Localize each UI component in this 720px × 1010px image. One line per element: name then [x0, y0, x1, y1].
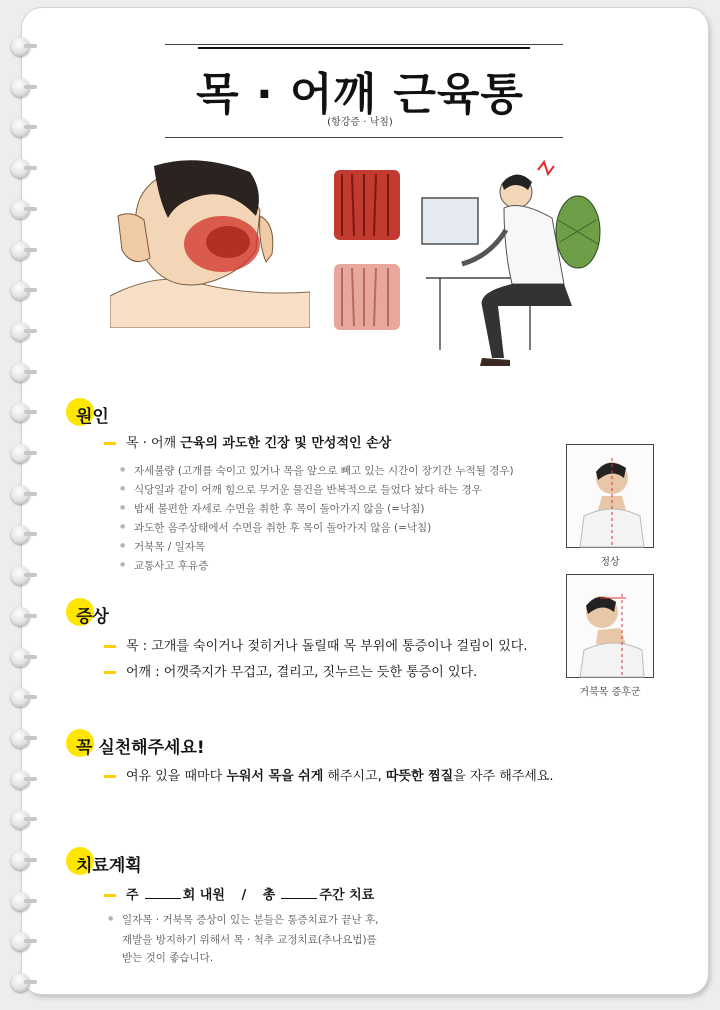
- dash-marker: [104, 442, 116, 445]
- cause-heading: 원인: [76, 402, 109, 427]
- cause-main-line: 목 · 어깨 근육의 과도한 긴장 및 만성적인 손상: [104, 432, 391, 451]
- normal-posture-caption: 정상: [600, 557, 620, 568]
- normal-posture-photo: [566, 444, 654, 548]
- total-weeks-blank[interactable]: [281, 898, 317, 899]
- binding-ring: [11, 648, 30, 667]
- binding-ring: [11, 932, 30, 951]
- title-rule-top-thick: [198, 47, 530, 49]
- plan-note-line-1: ● 일자목 · 거북목 증상이 있는 분들은 통증치료가 끝난 후,: [122, 912, 379, 927]
- cause-item: ● 교통사고 후유증: [134, 558, 208, 573]
- symptoms-heading: 증상: [76, 602, 109, 627]
- binding-ring: [11, 566, 30, 585]
- visits-per-week-blank[interactable]: [145, 898, 181, 899]
- practice-line: 여유 있을 때마다 누워서 목을 쉬게 해주시고, 따뜻한 찜질을 자주 해주세요.: [104, 765, 554, 784]
- dash-marker: [104, 894, 116, 897]
- title-rule-top: [165, 44, 563, 45]
- binding-ring: [11, 892, 30, 911]
- binding-ring: [11, 363, 30, 382]
- dash-marker: [104, 775, 116, 778]
- binding-ring: [11, 200, 30, 219]
- binding-ring: [11, 322, 30, 341]
- plan-note-line-2: 재발을 방지하기 위해서 목 · 척추 교정치료(추나요법)를: [122, 934, 377, 946]
- practice-heading: 꼭 실천해주세요!: [76, 733, 205, 758]
- dash-marker: [104, 671, 116, 674]
- page-subtitle: (항강증 · 낙침): [327, 117, 393, 128]
- turtle-neck-photo: [566, 574, 654, 678]
- symptom-shoulder: 어깨 : 어깻죽지가 무겁고, 결리고, 짓누르는 듯한 통증이 있다.: [104, 661, 477, 680]
- symptom-neck: 목 : 고개를 숙이거나 젖히거나 돌릴때 목 부위에 통증이나 걸림이 있다.: [104, 635, 527, 654]
- plan-heading: 치료계획: [76, 851, 142, 876]
- title-rule-bottom: [165, 137, 563, 138]
- binding-ring: [11, 444, 30, 463]
- binding-ring: [11, 241, 30, 260]
- binding-ring: [11, 770, 30, 789]
- cause-item: ● 과도한 음주상태에서 수면을 취한 후 목이 돌아가지 않음 (=낙침): [134, 520, 431, 535]
- cause-item: ● 식당일과 같이 어깨 힘으로 무거운 물건을 반복적으로 들었다 놨다 하는 경우: [134, 482, 482, 497]
- desk-posture-illustration: [420, 160, 610, 378]
- cause-item: ● 자세불량 (고개를 숙이고 있거나 목을 앞으로 빼고 있는 시간이 장기간 누적될 경우): [134, 463, 514, 478]
- binding-ring: [11, 973, 30, 992]
- binding-ring: [11, 159, 30, 178]
- binding-ring: [11, 851, 30, 870]
- binding-ring: [11, 729, 30, 748]
- dash-marker: [104, 645, 116, 648]
- muscle-tissue-illustration: [328, 166, 406, 334]
- binding-ring: [11, 403, 30, 422]
- binding-ring: [11, 688, 30, 707]
- turtle-neck-caption: 거북목 증후군: [579, 687, 641, 698]
- plan-line: 주 회 내원 / 총 주간 치료: [104, 884, 374, 903]
- cause-item: ● 거북목 / 일자목: [134, 539, 205, 554]
- binding-ring: [11, 810, 30, 829]
- binding-ring: [11, 607, 30, 626]
- neck-pain-illustration: [110, 158, 310, 328]
- binding-ring: [11, 485, 30, 504]
- binding-ring: [11, 281, 30, 300]
- page-title: 목 · 어깨 근육통: [196, 69, 524, 120]
- cause-item: ● 밤새 불편한 자세로 수면을 취한 후 목이 돌아가지 않음 (=낙침): [134, 501, 424, 516]
- binding-ring: [11, 37, 30, 56]
- binding-ring: [11, 525, 30, 544]
- plan-note-line-3: 받는 것이 좋습니다.: [122, 952, 214, 964]
